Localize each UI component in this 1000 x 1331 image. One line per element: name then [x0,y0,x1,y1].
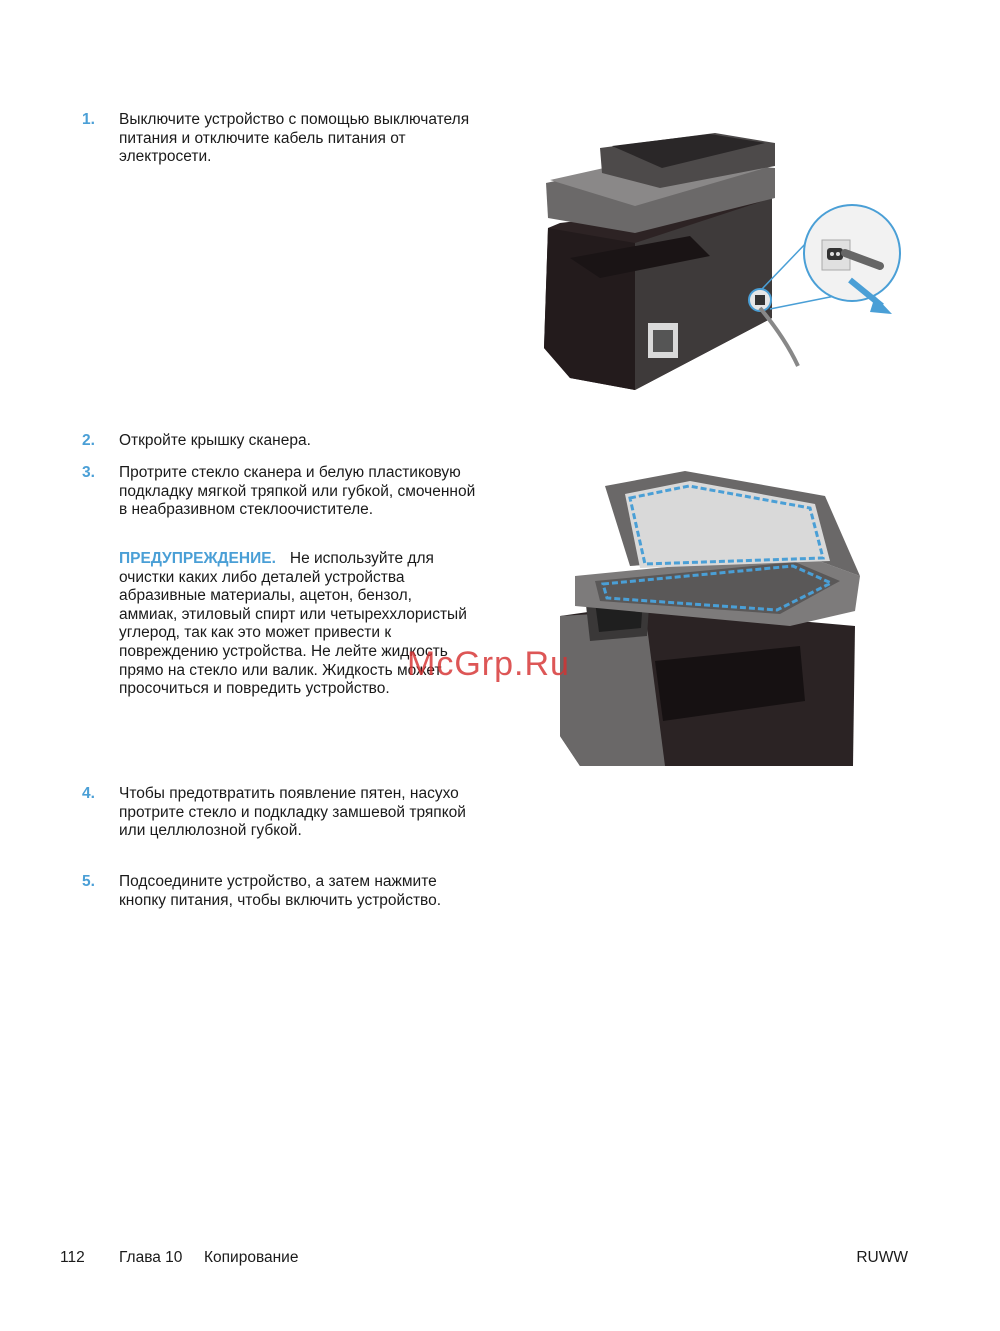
page-number: 112 [60,1249,85,1266]
warning-text: Не используйте для очистки каких либо деталей устройства абразивные материалы, ацетон, бензол, аммиак, этиловый спирт или четыреххлористый углерод, так как это может привести к повреждению устройства. Не лейте жидкость прямо на стекло или валик. Жидкость может просочиться и повредить устройство. [119,550,467,698]
open-scanner-glass-illustration [555,466,865,771]
step-text: Подсоедините устройство, а затем нажмите кнопку питания, чтобы включить устройство. [119,873,442,909]
warning-label: ПРЕДУПРЕЖДЕНИЕ. [119,550,276,567]
step-number: 5. [82,873,95,890]
step-number: 1. [82,111,95,128]
step-number: 3. [82,464,95,481]
printer-power-cable-illustration [540,128,920,398]
locale-code: RUWW [856,1249,908,1266]
step-text: Протрите стекло сканера и белую пластиковую подкладку мягкой тряпкой или губкой, смоченной в неабразивном стеклоочистителе. [119,464,476,519]
step-number: 4. [82,785,95,802]
chapter-label: Глава 10 [119,1249,183,1266]
step-4 [82,785,482,841]
step-text: Выключите устройство с помощью выключателя питания и отключите кабель питания от электросети. [119,111,470,166]
section-title: Копирование [204,1249,299,1266]
step-number: 2. [82,432,95,449]
watermark: McGrp.Ru [407,645,570,683]
step-text: Откройте крышку сканера. [119,432,311,449]
step-5 [82,873,482,910]
step-2 [82,432,482,451]
step-3 [82,464,482,520]
step-text: Чтобы предотвратить появление пятен, насухо протрите стекло и подкладку замшевой тряпкой или целлюлозной губкой. [119,785,466,840]
step-1 [82,111,482,167]
